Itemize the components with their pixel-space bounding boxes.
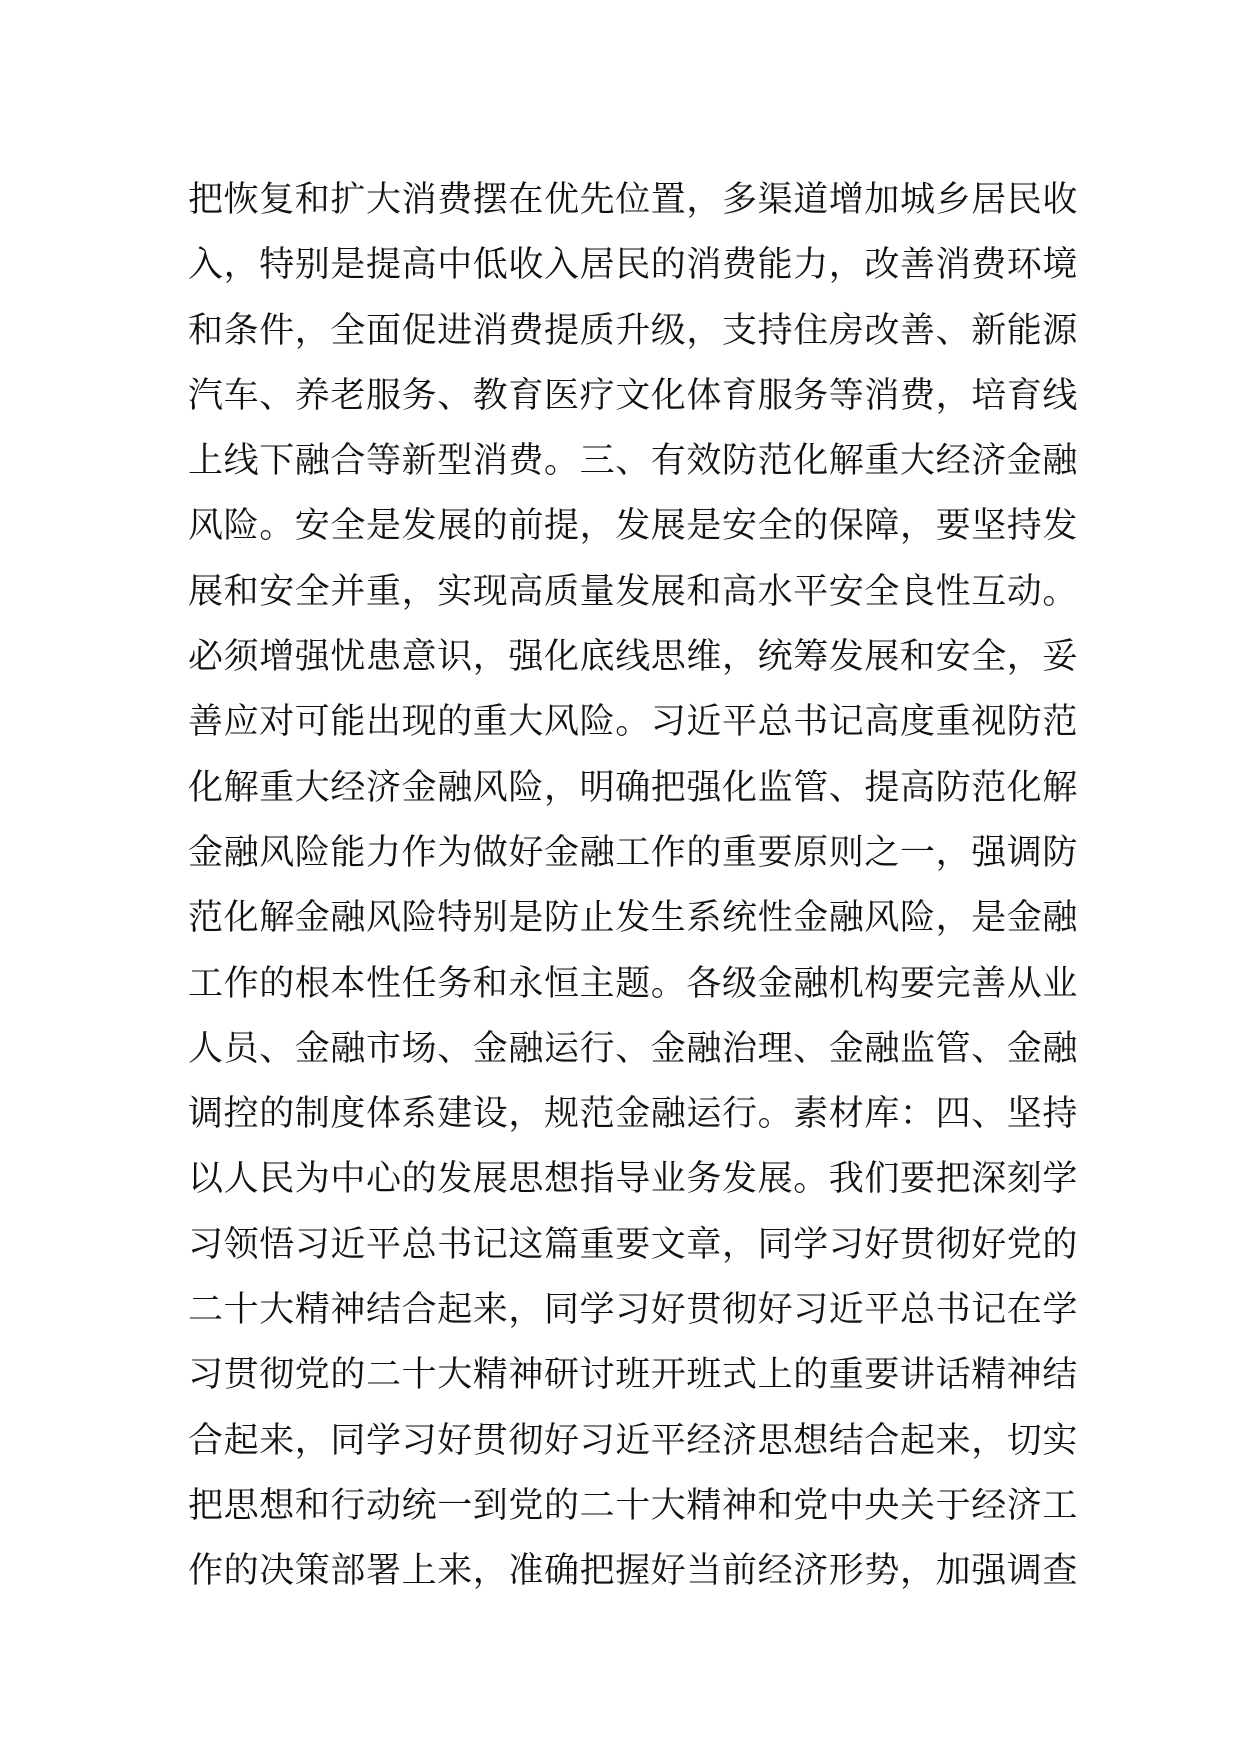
text-line: 上线下融合等新型消费。三、有效防范化解重大经济金融 [188,441,1079,482]
text-line: 作的决策部署上来，准确把握好当前经济形势，加强调查 [188,1551,1079,1592]
text-line: 善应对可能出现的重大风险。习近平总书记高度重视防范 [188,702,1079,743]
text-line: 风险。安全是发展的前提，发展是安全的保障，要坚持发 [188,506,1079,547]
text-line: 把思想和行动统一到党的二十大精神和党中央关于经济工 [188,1485,1079,1526]
text-line: 范化解金融风险特别是防止发生系统性金融风险，是金融 [188,898,1079,939]
text-line: 合起来，同学习好贯彻好习近平经济思想结合起来，切实 [188,1420,1079,1461]
text-line: 化解重大经济金融风险，明确把强化监管、提高防范化解 [188,767,1079,808]
text-line: 必须增强忧患意识，强化底线思维，统筹发展和安全，妥 [188,637,1079,678]
text-line: 工作的根本性任务和永恒主题。各级金融机构要完善从业 [188,963,1079,1004]
text-line: 以人民为中心的发展思想指导业务发展。我们要把深刻学 [188,1159,1079,1200]
text-line: 把恢复和扩大消费摆在优先位置，多渠道增加城乡居民收 [188,180,1079,220]
text-line: 展和安全并重，实现高质量发展和高水平安全良性互动。 [188,571,1079,612]
text-line: 人员、金融市场、金融运行、金融治理、金融监管、金融 [188,1028,1079,1069]
text-line: 调控的制度体系建设，规范金融运行。素材库：四、坚持 [188,1094,1079,1135]
text-line: 习领悟习近平总书记这篇重要文章，同学习好贯彻好党的 [188,1224,1079,1265]
text-line: 习贯彻党的二十大精神研讨班开班式上的重要讲话精神结 [188,1355,1079,1396]
body-text [188,168,1079,1605]
text-line: 入，特别是提高中低收入居民的消费能力，改善消费环境 [188,245,1079,286]
text-line: 二十大精神结合起来，同学习好贯彻好习近平总书记在学 [188,1290,1079,1331]
text-line: 金融风险能力作为做好金融工作的重要原则之一，强调防 [188,832,1079,873]
text-line: 和条件，全面促进消费提质升级，支持住房改善、新能源 [188,310,1079,351]
text-line: 汽车、养老服务、教育医疗文化体育服务等消费，培育线 [188,375,1079,416]
